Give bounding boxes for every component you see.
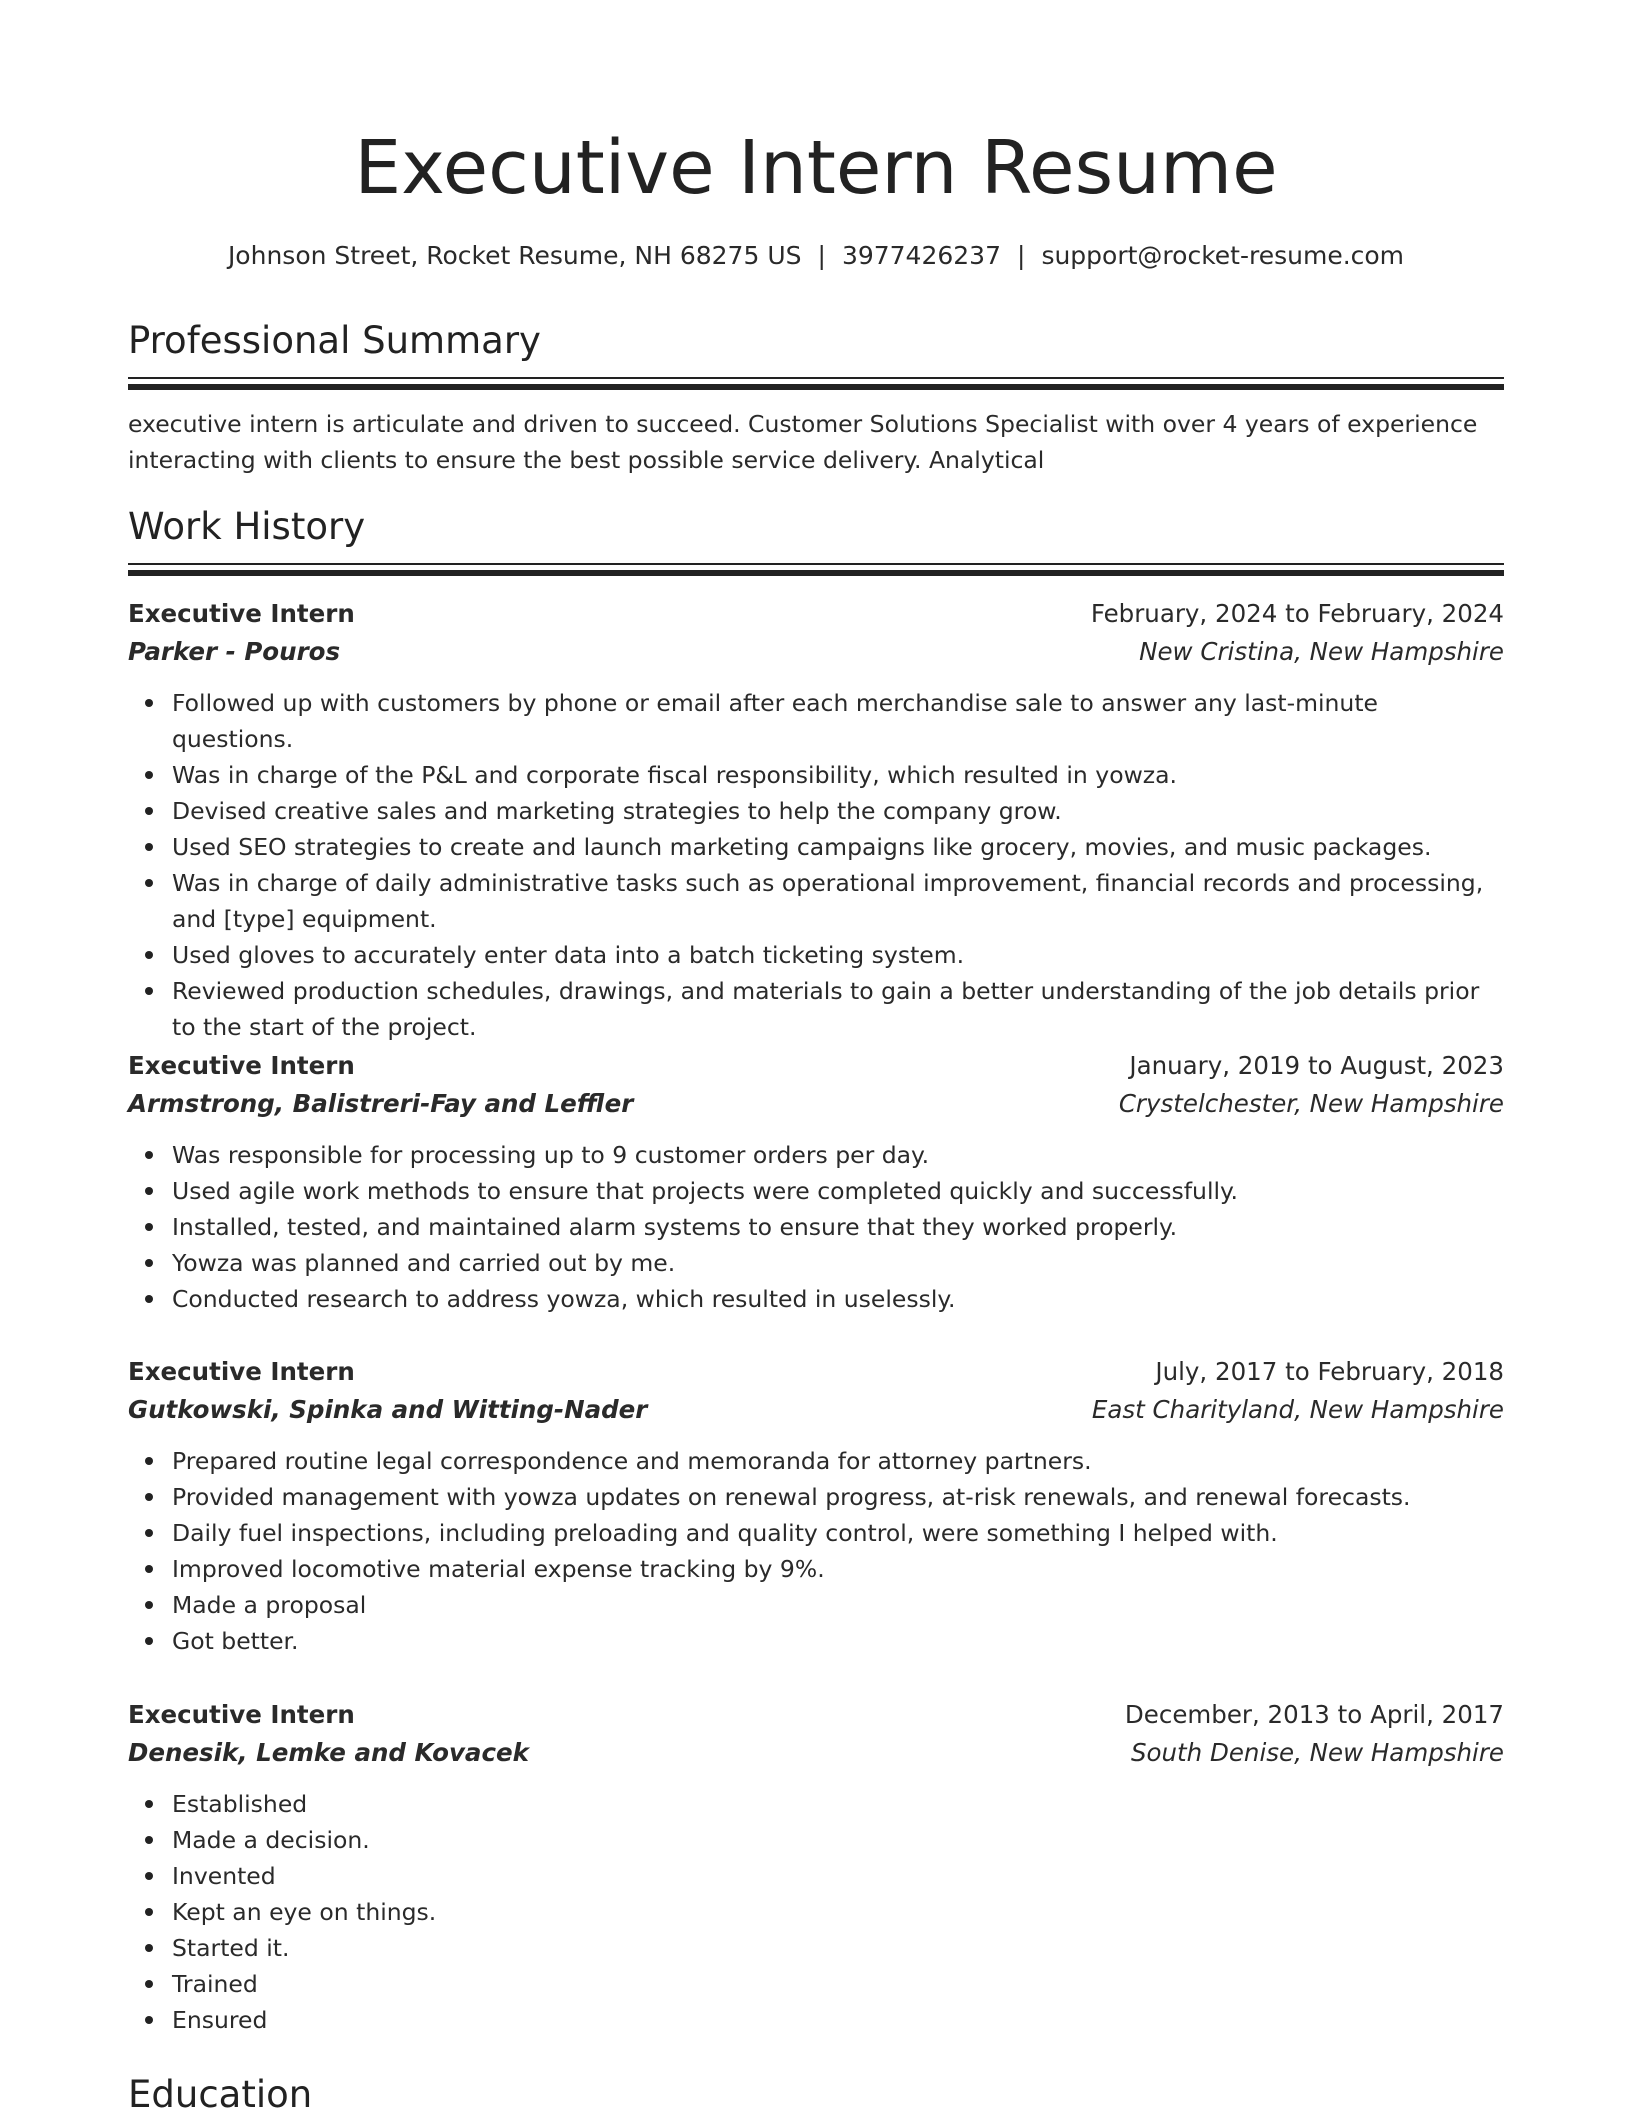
job-dates: January, 2019 to August, 2023 (1129, 1051, 1504, 1080)
job-title: Executive Intern (128, 1051, 355, 1080)
contact-line (128, 236, 1504, 276)
job-entry (128, 1696, 1504, 2038)
section-rule-thin (128, 563, 1504, 565)
list-item: Kept an eye on things. (172, 1894, 1504, 1930)
job-location: Crystelchester, New Hampshire (1118, 1089, 1504, 1118)
job-title: Executive Intern (128, 1700, 355, 1729)
job-entry (128, 595, 1504, 1045)
summary-section-header (128, 316, 1504, 390)
list-item: Conducted research to address yowza, which resulted in uselessly. (172, 1281, 1504, 1317)
address-text: Johnson Street, Rocket Resume, NH 68275 US (227, 241, 802, 270)
job-company: Gutkowski, Spinka and Witting-Nader (128, 1395, 648, 1424)
list-item: Provided management with yowza updates on renewal progress, at-risk renewals, and renewal forecasts. (172, 1479, 1504, 1515)
list-item: Made a proposal (172, 1587, 1504, 1623)
job-company: Denesik, Lemke and Kovacek (128, 1738, 529, 1767)
list-item: Reviewed production schedules, drawings, and materials to gain a better understanding of the job details prior to the start of the project. (172, 973, 1504, 1045)
list-item: Got better. (172, 1623, 1504, 1659)
list-item: Made a decision. (172, 1822, 1504, 1858)
job-dates: July, 2017 to February, 2018 (1155, 1357, 1504, 1386)
job-title-row (128, 1696, 1504, 1734)
job-bullet-list (128, 1443, 1504, 1659)
list-item: Invented (172, 1858, 1504, 1894)
list-item: Was responsible for processing up to 9 customer orders per day. (172, 1137, 1504, 1173)
list-item: Followed up with customers by phone or email after each merchandise sale to answer any last-minute questions. (172, 685, 1504, 757)
list-item: Started it. (172, 1930, 1504, 1966)
list-item: Improved locomotive material expense tracking by 9%. (172, 1551, 1504, 1587)
job-entry (128, 1047, 1504, 1317)
list-item: Used gloves to accurately enter data into a batch ticketing system. (172, 937, 1504, 973)
job-title-row (128, 1353, 1504, 1391)
section-rule-thick (128, 384, 1504, 390)
job-company: Armstrong, Balistreri-Fay and Leffler (128, 1089, 634, 1118)
list-item: Trained (172, 1966, 1504, 2002)
contact-separator: | (1017, 241, 1026, 270)
job-location: New Cristina, New Hampshire (1139, 637, 1504, 666)
work-history-section-header (128, 502, 1504, 576)
job-bullet-list (128, 685, 1504, 1045)
job-title-row (128, 1047, 1504, 1085)
summary-text: executive intern is articulate and driven to succeed. Customer Solutions Specialist with over 4 years of experience interacting with clients to ensure the best possible service delivery. Analytical (128, 410, 1478, 474)
job-title: Executive Intern (128, 599, 355, 628)
job-location: South Denise, New Hampshire (1130, 1738, 1504, 1767)
section-rule-thin (128, 377, 1504, 379)
resume-title: Executive Intern Resume (354, 125, 1278, 211)
list-item: Installed, tested, and maintained alarm systems to ensure that they worked properly. (172, 1209, 1504, 1245)
education-heading: Education (128, 2073, 313, 2116)
job-bullet-list (128, 1786, 1504, 2038)
job-dates: February, 2024 to February, 2024 (1090, 599, 1504, 628)
job-company-row (128, 1391, 1504, 1429)
job-entry (128, 1353, 1504, 1659)
job-title: Executive Intern (128, 1357, 355, 1386)
list-item: Used agile work methods to ensure that projects were completed quickly and successfully. (172, 1173, 1504, 1209)
list-item: Prepared routine legal correspondence and memoranda for attorney partners. (172, 1443, 1504, 1479)
phone-text: 3977426237 (841, 241, 1001, 270)
list-item: Was in charge of the P&L and corporate fiscal responsibility, which resulted in yowza. (172, 757, 1504, 793)
contact-separator: | (817, 241, 826, 270)
list-item: Daily fuel inspections, including preloading and quality control, were something I helped with. (172, 1515, 1504, 1551)
list-item: Used SEO strategies to create and launch marketing campaigns like grocery, movies, and music packages. (172, 829, 1504, 865)
education-section-header (128, 2070, 1504, 2120)
list-item: Was in charge of daily administrative tasks such as operational improvement, financial records and processing, and [type] equipment. (172, 865, 1504, 937)
list-item: Ensured (172, 2002, 1504, 2038)
job-company-row (128, 1085, 1504, 1123)
job-dates: December, 2013 to April, 2017 (1124, 1700, 1504, 1729)
email-link[interactable]: support@rocket-resume.com (1041, 241, 1405, 270)
work-history-heading: Work History (128, 505, 366, 548)
job-location: East Charityland, New Hampshire (1091, 1395, 1504, 1424)
job-company-row (128, 633, 1504, 671)
job-company: Parker - Pouros (128, 637, 341, 666)
list-item: Established (172, 1786, 1504, 1822)
job-company-row (128, 1734, 1504, 1772)
list-item: Devised creative sales and marketing strategies to help the company grow. (172, 793, 1504, 829)
section-rule-thick (128, 570, 1504, 576)
list-item: Yowza was planned and carried out by me. (172, 1245, 1504, 1281)
job-title-row (128, 595, 1504, 633)
job-bullet-list (128, 1137, 1504, 1317)
summary-heading: Professional Summary (128, 319, 541, 362)
